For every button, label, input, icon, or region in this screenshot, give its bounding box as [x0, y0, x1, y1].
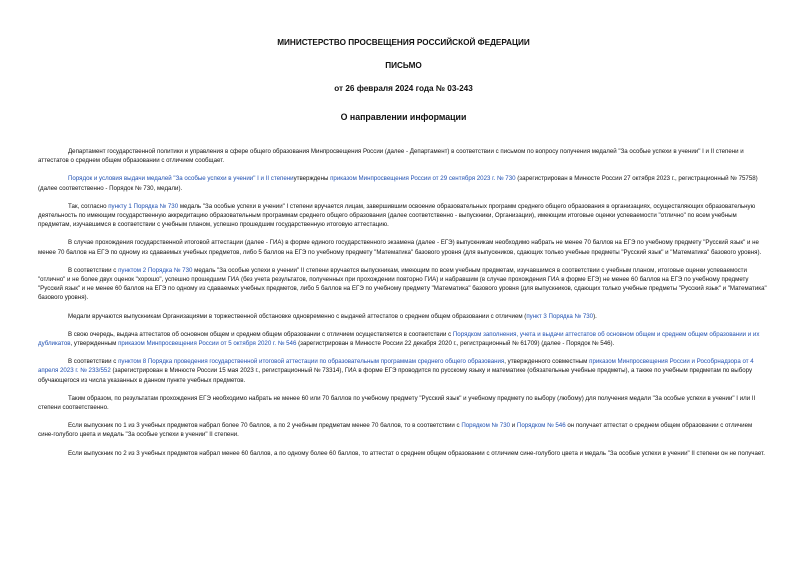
document-date-number: от 26 февраля 2024 года № 03-243	[334, 84, 473, 93]
paragraph-text: , утвержденного совместным	[504, 358, 590, 366]
paragraph-text: Если выпускник по 2 из 3 учебных предметов набрал менее 60 баллов, а по одному более 60 баллов, то аттестат о среднем общем образовании с отличием сине-голубого цвета и медаль "За особые успехи в учении" II степени он не получает.	[68, 449, 765, 457]
link-order-546-ref[interactable]: Порядком № 546	[516, 422, 566, 430]
link-point-8-gia-procedure[interactable]: пунктом 8 Порядка проведения государственной итоговой аттестации по образовательным программам среднего общего образования	[118, 358, 505, 366]
paragraph-text: (зарегистрирован в Минюсте России 27 октября 2023 г., регистрационный № 75758) (далее соответственно - Порядок № 730, медали).	[38, 175, 758, 192]
paragraph-medal-ceremony	[38, 312, 769, 321]
paragraph-text: медаль "За особые успехи в учении" II степени вручается выпускникам, имеющим по всем учебным предметам, изучавшимся в соответствии с учебным планом, итоговые оценки успеваемости "отлично" и не более двух оценок "хорошо", успешно прошедшим ГИА (без учета результатов, полученных при прохождении повторно ГИА) и набравшим (в случае прохождения ГИА в форме ЕГЭ) не менее 60 баллов на ЕГЭ по учебному предмету "Русский язык" и не менее 60 баллов на ЕГЭ по одному из сдаваемых учебных предметов, либо 5 баллов на ЕГЭ по учебному предмету "Математика" базового уровня (для выпускников, сдающих только учебные предметы "Русский язык" и "Математика" базового уровня).	[38, 266, 767, 302]
paragraph-text: он получает аттестат о среднем общем образовании с отличием сине-голубого цвета и медаль "За особые успехи в учении" II степени.	[38, 422, 753, 439]
link-order-233-552[interactable]: приказом Минпросвещения России и Рособрнадзора от 4 апреля 2023 г. № 233/552	[38, 358, 754, 375]
paragraph-text: (зарегистрирован в Минюсте России 22 декабря 2020 г., регистрационный № 61709) (далее - Порядок № 546).	[296, 340, 615, 348]
paragraph-text: В соответствии с	[68, 358, 119, 366]
paragraph-text: утверждены	[293, 175, 331, 183]
paragraph-text: Таким образом, по результатам прохождения ЕГЭ необходимо набрать не менее 60 или 70 баллов по учебному предмету "Русский язык" и учебному предмету по выбору (любому) для получения медали "За особые успехи в учении" I или II степени соответственно.	[38, 394, 756, 412]
paragraph-text: В соответствии с	[68, 266, 119, 274]
paragraph-text: Департамент государственной политики и управления в сфере общего образования Минпросвещения России (далее - Департамент) в соответствии с письмом по вопросу получения медалей "За особые успехи в учении" I и II степени и аттестатов о среднем общем образовании с отличием сообщает.	[38, 148, 744, 165]
paragraph-text: ).	[593, 312, 597, 320]
link-medal-procedure[interactable]: Порядок и условия выдачи медалей "За особые успехи в учении" I и II степени	[68, 175, 294, 183]
document	[38, 0, 769, 467]
link-certificate-procedure[interactable]: Порядком заполнения, учета и выдачи аттестатов об основном общем и среднем общем образовании и их дубликатов	[38, 330, 760, 348]
paragraph-case-one	[38, 421, 769, 439]
paragraph-text: Медали вручаются выпускникам Организациями в торжественной обстановке одновременно с выдачей аттестатов о среднем общем образовании с отличием (	[68, 312, 527, 320]
paragraph-text: Если выпускник по 1 из 3 учебных предметов набрал более 70 баллов, а по 2 учебным предметам менее 70 баллов, то в соответствии с	[68, 422, 462, 430]
paragraph-text: В случае прохождения государственной итоговой аттестации (далее - ГИА) в форме единого государственного экзамена (далее - ЕГЭ) выпускникам необходимо набрать не менее 70 баллов на ЕГЭ по учебному предмету "Русский язык" и не менее 70 баллов на ЕГЭ по одному из сдаваемых учебных предметов, либо 5 баллов на ЕГЭ по учебному предмету "Математика" базового уровня (для выпускников, сдающих только учебные предметы "Русский язык" и "Математика" базового уровня).	[38, 239, 762, 256]
paragraph-text: В свою очередь, выдача аттестатов об основном общем и среднем общем образовании с отличием осуществляется в соответствии с	[68, 330, 453, 338]
link-order-546[interactable]: приказом Минпросвещения России от 5 октября 2020 г. № 546	[118, 340, 297, 348]
paragraph-case-two	[38, 449, 769, 458]
link-order-730[interactable]: приказом Минпросвещения России от 29 сентября 2023 г. № 730	[330, 175, 516, 183]
paragraph-text: и	[510, 422, 517, 430]
paragraph-text: , утвержденным	[70, 340, 119, 348]
paragraph-gia-procedure	[38, 357, 769, 385]
link-point-3-order-730[interactable]: пункт 3 Порядка № 730	[526, 312, 594, 320]
ministry-title: МИНИСТЕРСТВО ПРОСВЕЩЕНИЯ РОССИЙСКОЙ ФЕДЕРАЦИИ	[277, 38, 530, 47]
paragraph-medal-second-degree	[38, 266, 769, 303]
paragraph-text: Так, согласно	[68, 202, 109, 210]
paragraph-text: (зарегистрирован в Минюсте России 15 мая 2023 г., регистрационный № 73314), ГИА в форме ЕГЭ проводится по русскому языку и математике (обязательные учебные предметы), а также по учебным предметам по выбору обучающегося из числа указанных в данном пункте учебных предметов.	[38, 367, 753, 384]
paragraph-medal-first-degree	[38, 202, 769, 230]
link-point-1-order-730[interactable]: пункту 1 Порядка № 730	[108, 202, 179, 210]
document-type: ПИСЬМО	[385, 61, 422, 70]
link-point-2-order-730[interactable]: пунктом 2 Порядка № 730	[118, 266, 193, 274]
link-order-730-ref[interactable]: Порядком № 730	[461, 422, 511, 430]
paragraph-conclusion	[38, 394, 769, 412]
paragraph-order-730	[38, 174, 769, 192]
paragraph-certificates	[38, 330, 769, 348]
paragraph-intro	[38, 147, 769, 165]
paragraph-text: медаль "За особые успехи в учении" I степени вручается лицам, завершившим освоение образовательных программ среднего общего образования в организациях, осуществляющих образовательную деятельность по имеющим государственную аккредитацию образовательным программам среднего общего образования (далее соответственно - выпускники, Организации), имеющим итоговые оценки успеваемости "отлично" по всем учебным предметам, изучавшимся в соответствии с учебным планом, успешно прошедшим государственную итоговую аттестацию.	[38, 202, 756, 229]
paragraph-gia-ege	[38, 238, 769, 256]
document-subject: О направлении информации	[340, 112, 467, 122]
